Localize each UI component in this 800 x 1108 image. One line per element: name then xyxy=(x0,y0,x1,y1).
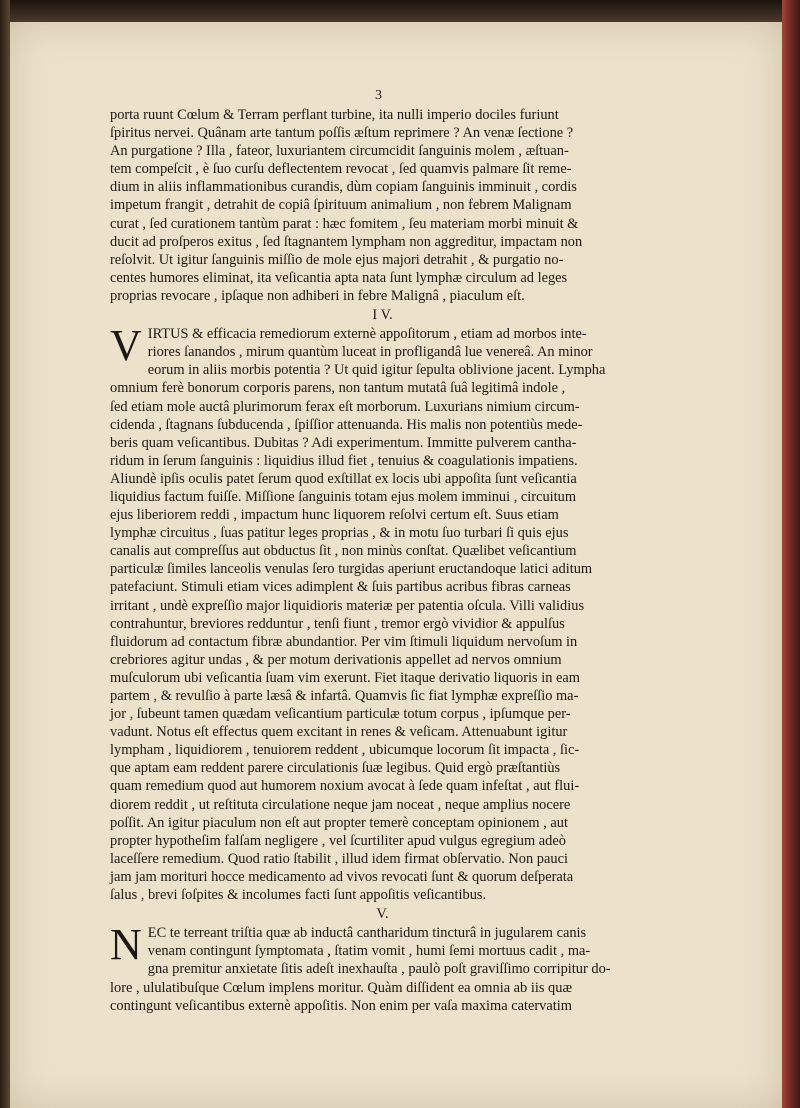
text-line: EC te terreant triſtia quæ ab inductâ cantharidum tincturâ in jugularem canis xyxy=(147,925,587,942)
text-line: diorem reddit , ut reſtituta circulatione neque jam noceat , neque amplius nocere xyxy=(110,796,571,813)
text-line: beris quam veſicantibus. Dubitas ? Adi experimentum. Immitte pulverem cantha- xyxy=(110,434,577,451)
drop-cap: V xyxy=(110,321,142,371)
text-line: Aliundè ipſis oculis patet ſerum quod exſtillat ex locis ubi appoſita ſunt veſicantia xyxy=(110,470,577,487)
text-line: canalis aut compreſſus aut obductus ſit , non minùs conſtat. Quælibet veſicantium xyxy=(110,543,577,560)
text-line: porta ruunt Cœlum & Terram perflant turbine, ita nulli imperio dociles furiunt xyxy=(110,107,559,123)
text-line: lymphæ circuitus , ſuas patitur leges proprias , & in motu ſuo turbari ſi quis ejus xyxy=(110,525,569,542)
text-line: ridum in ſerum ſanguinis : liquidius illud fiet , tenuius & coagulationis impatiens. xyxy=(110,452,578,469)
text-line: proprias revocare , ipſaque non adhiberi in febre Malignâ , piaculum eſt. xyxy=(110,287,525,304)
text-line: jor , ſubeunt tamen quædam veſicantium particulæ totum corpus , ipſumque per- xyxy=(110,706,571,723)
text-line: cidenda , ſtagnans ſubducenda , ſpiſſior attenuanda. His malis non potentiùs mede- xyxy=(110,416,583,433)
text-line: ſalus , brevi ſoſpites & incolumes facti ſunt appoſitis veſicantibus. xyxy=(110,887,487,904)
text-line: tem compeſcit , è ſuo curſu deflectentem revocat , ſed quamvis palmare ſit reme- xyxy=(110,161,572,178)
text-line: venam contingunt ſymptomata , ſtatim vomit , humi ſemi mortuus cadit , ma- xyxy=(147,943,591,960)
text-line: muſculorum ubi veſicantia ſuam vim exerunt. Fiet itaque derivatio liquoris in eam xyxy=(110,669,580,686)
text-line: impetum frangit , detrahit de copiâ ſpirituum animalium , non febrem Malignam xyxy=(110,197,572,214)
book-cover-edge xyxy=(782,0,800,1108)
text-line: IRTUS & efficacia remediorum externè appoſitorum , etiam ad morbos inte- xyxy=(147,326,587,343)
text-line: ſed etiam mole auctâ plurimorum ferax eſt morborum. Luxurians nimium circum- xyxy=(110,398,580,415)
text-line: dium in aliis inflammationibus curandis, dùm copiam ſanguinis imminuit , cordis xyxy=(110,179,577,196)
text-line: eorum in aliis morbis potentia ? Ut quid igitur ſepulta oblivione jacent. Lympha xyxy=(147,362,606,379)
text-line: ſpiritus nervei. Quânam arte tantum poſſis æſtum reprimere ? An venæ ſectione ? xyxy=(110,125,574,142)
text-line: ducit ad proſperos exitus , ſed ſtagnantem lympham non aggreditur, impactam non xyxy=(110,233,583,250)
text-line: poſſit. An igitur piaculum non eſt aut propter temerè conceptam opinionem , aut xyxy=(110,814,568,831)
text-line: reſolvit. Ut igitur ſanguinis miſſio de mole ejus majori detrahit , & purgatio no- xyxy=(110,251,564,268)
section-heading-iv: I V. xyxy=(372,307,393,324)
section-heading-v: V. xyxy=(376,906,389,923)
page-number: 3 xyxy=(375,88,382,103)
text-line: crebriores agitur undas , & per motum derivationis appellet ad nervos omnium xyxy=(110,651,562,668)
drop-cap: N xyxy=(110,920,142,970)
text-line: que aptam eam reddent parere circulationis ſuæ legibus. Quid ergò præſtantiùs xyxy=(110,760,561,777)
text-line: jam jam morituri hocce medicamento ad vivos revocati ſunt & quorum deſperata xyxy=(110,868,574,885)
text-line: irritant , undè expreſſio major liquidioris materiæ per patentia oſcula. Villi validius xyxy=(110,597,585,614)
text-line: riores ſanandos , mirum quantùm luceat in profligandâ lue venereâ. An minor xyxy=(147,344,593,361)
text-line: laceſſere remedium. Quod ratio ſtabilit , illud idem firmat obſervatio. Non pauci xyxy=(110,850,568,867)
book-top-edge xyxy=(0,0,800,22)
text-line: lympham , liquidiorem , tenuiorem reddent , ubicumque locorum ſit impacta , ſic- xyxy=(110,742,580,759)
text-line: particulæ ſimiles lanceolis venulas ſero turgidas aperiunt eructandoque latici aditum xyxy=(110,561,593,578)
text-line: contingunt veſicantibus externè appoſitis. Non enim per vaſa maxima catervatim xyxy=(110,997,572,1014)
text-line: ejus liberiorem reddi , impactum hunc liquorem reſolvi certum eſt. Suus etiam xyxy=(110,507,559,524)
text-line: gna premitur anxietate ſitis adeſt inexhauſta , paulò poſt graviſſimo corripitur do- xyxy=(147,961,611,978)
section-iv xyxy=(110,321,655,904)
text-line: quam remedium quod aut humorem noxium avocat à ſede quam infeſtat , aut flui- xyxy=(110,778,580,795)
text-line: liquidius factum fuiſſe. Miſſione ſanguinis totam ejus molem imminui , circuitum xyxy=(110,488,577,505)
section-one xyxy=(110,106,655,305)
text-line: propter hypotheſim falſam negligere , vel ſcurtiliter apud vulgus egregium adeò xyxy=(110,832,566,849)
text-line: fluidorum ad contactum fibræ abundantior. Per vim ſtimuli liquidum nervoſum in xyxy=(110,633,578,650)
text-line: partem , & revulſio à parte læsâ & infartâ. Quamvis ſic fiat lymphæ expreſſio ma- xyxy=(110,688,579,704)
section-v xyxy=(110,920,655,1014)
text-line: contrahuntur, breviores redduntur , tenſi fiunt , tremor ergò vividior & appulſus xyxy=(110,615,565,632)
page-text xyxy=(110,106,655,1015)
text-line: lore , ululatibuſque Cœlum implens moritur. Quàm diſſident ea omnia ab iis quæ xyxy=(110,979,573,996)
text-line: patefaciunt. Stimuli etiam vices adimplent & ſuis partibus acribus fibras carneas xyxy=(110,579,571,596)
text-line: An purgatione ? Illa , fateor, luxuriantem circumcidit ſanguinis molem , æſtuan- xyxy=(110,143,569,160)
text-line: centes humores eliminat, ita veſicantia apta nata ſunt lymphæ circulum ad leges xyxy=(110,269,568,286)
text-line: vadunt. Notus eſt effectus quem excitant in renes & veſicam. Attenuabunt igitur xyxy=(110,724,568,741)
text-line: curat , ſed curationem tantùm parat : hæc fomitem , ſeu materiam morbi minuit & xyxy=(110,215,579,232)
text-line: omnium ferè bonorum corporis parens, non tantum mutatâ ſuâ legitimâ indole , xyxy=(110,380,566,397)
book-spine xyxy=(0,0,10,1108)
